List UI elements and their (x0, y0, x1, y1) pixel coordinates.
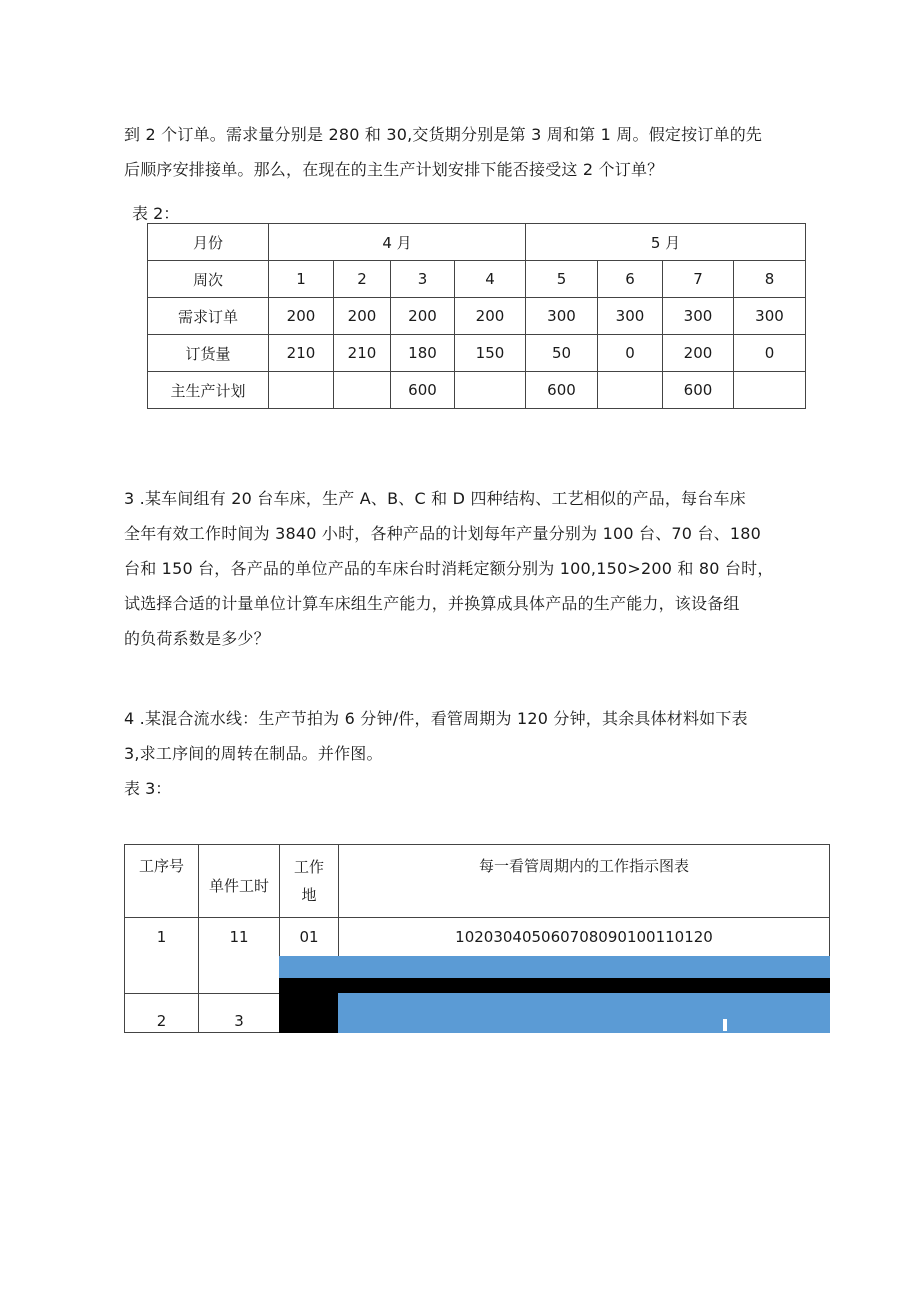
cell-value: 2 (156, 1012, 167, 1030)
cell-value: 01 (299, 928, 319, 946)
table2 (147, 223, 806, 409)
table-cell: 210 (334, 335, 391, 372)
cell-value: 1 (156, 928, 167, 946)
intro-line: 到 2 个订单。需求量分别是 280 和 30,交货期分别是第 3 周和第 1 周。假定按订单的先 (124, 125, 763, 144)
table-cell: 200 (269, 298, 334, 335)
gantt-block-black (279, 993, 338, 1033)
table-cell: 180 (391, 335, 455, 372)
question3-line: 试选择合适的计量单位计算车床组生产能力，并换算成具体产品的生产能力，该设备组 (124, 594, 740, 613)
week-cell: 1 (269, 261, 334, 298)
intro-paragraph (124, 117, 834, 187)
cell-timeline (338, 917, 830, 957)
table-cell (455, 372, 526, 409)
cell-workplace (279, 917, 339, 957)
week-cell: 2 (334, 261, 391, 298)
cell-value: 11 (229, 928, 249, 946)
row-label: 订货量 (148, 335, 269, 372)
table-row (148, 298, 806, 335)
month-header: 4 月 (269, 224, 526, 261)
row-label: 需求订单 (148, 298, 269, 335)
week-cell: 5 (526, 261, 598, 298)
table-cell: 300 (663, 298, 734, 335)
table-cell: 600 (526, 372, 598, 409)
row-label: 月份 (148, 224, 269, 261)
week-cell: 8 (734, 261, 806, 298)
cell-unit-time (198, 993, 280, 1033)
gantt-marker (723, 1019, 727, 1031)
table-cell: 0 (734, 335, 806, 372)
table-row (148, 224, 806, 261)
gantt-bar-blue-top (279, 956, 830, 978)
row-label: 周次 (148, 261, 269, 298)
month-header: 5 月 (526, 224, 806, 261)
header-label: 每一看管周期内的工作指示图表 (478, 857, 689, 875)
week-cell: 3 (391, 261, 455, 298)
table-cell: 150 (455, 335, 526, 372)
gantt-bar-black (279, 978, 830, 993)
table2-caption: 表 2： (132, 204, 180, 223)
cell-value: 3 (234, 1012, 244, 1030)
gantt-bar-blue-bottom (338, 993, 830, 1033)
header-label: 工序号 (138, 857, 184, 875)
table-cell (734, 372, 806, 409)
question3-paragraph (124, 481, 834, 656)
header-workplace (279, 844, 339, 918)
week-cell: 7 (663, 261, 734, 298)
week-cell: 4 (455, 261, 526, 298)
table-cell (598, 372, 663, 409)
question4-line: 3,求工序间的周转在制品。并作图。 (124, 744, 383, 763)
question3-line: 3 .某车间组有 20 台车床，生产 A、B、C 和 D 四种结构、工艺相似的产品，每台车床 (124, 489, 746, 508)
table-row (148, 261, 806, 298)
table-cell (269, 372, 334, 409)
header-label: 地 (301, 886, 317, 904)
table-cell: 200 (455, 298, 526, 335)
table-cell (334, 372, 391, 409)
table3 (124, 844, 830, 1033)
table-cell: 0 (598, 335, 663, 372)
header-label: 工作 (293, 858, 324, 876)
cell-unit-time (198, 917, 280, 994)
header-label: 单件工时 (208, 877, 269, 895)
table-cell: 300 (734, 298, 806, 335)
row-label: 主生产计划 (148, 372, 269, 409)
intro-line: 后顺序安排接单。那么，在现在的主生产计划安排下能否接受这 2 个订单？ (124, 160, 664, 179)
header-chart (338, 844, 830, 918)
table-cell: 200 (391, 298, 455, 335)
table-cell: 300 (598, 298, 663, 335)
table-cell: 600 (663, 372, 734, 409)
header-unit-time (198, 844, 280, 918)
table-cell: 200 (334, 298, 391, 335)
table-cell: 300 (526, 298, 598, 335)
question3-line: 台和 150 台，各产品的单位产品的车床台时消耗定额分别为 100,150>200 和 80 台时， (124, 559, 774, 578)
header-process-no (124, 844, 199, 918)
table-cell: 50 (526, 335, 598, 372)
table3-caption: 表 3： (124, 779, 172, 798)
table-cell: 600 (391, 372, 455, 409)
table-cell: 200 (663, 335, 734, 372)
week-cell: 6 (598, 261, 663, 298)
table-cell: 210 (269, 335, 334, 372)
question3-line: 的负荷系数是多少？ (124, 629, 270, 648)
question4-line: 4 .某混合流水线：生产节拍为 6 分钟/件，看管周期为 120 分钟，其余具体材料如下表 (124, 709, 748, 728)
question4-paragraph (124, 701, 834, 771)
question3-line: 全年有效工作时间为 3840 小时，各种产品的计划每年产量分别为 100 台、70 台、180 (124, 524, 761, 543)
table-row (148, 335, 806, 372)
cell-process-no (124, 993, 199, 1033)
table-row (148, 372, 806, 409)
cell-process-no (124, 917, 199, 994)
timeline-ticks: 102030405060708090100110120 (455, 928, 713, 946)
